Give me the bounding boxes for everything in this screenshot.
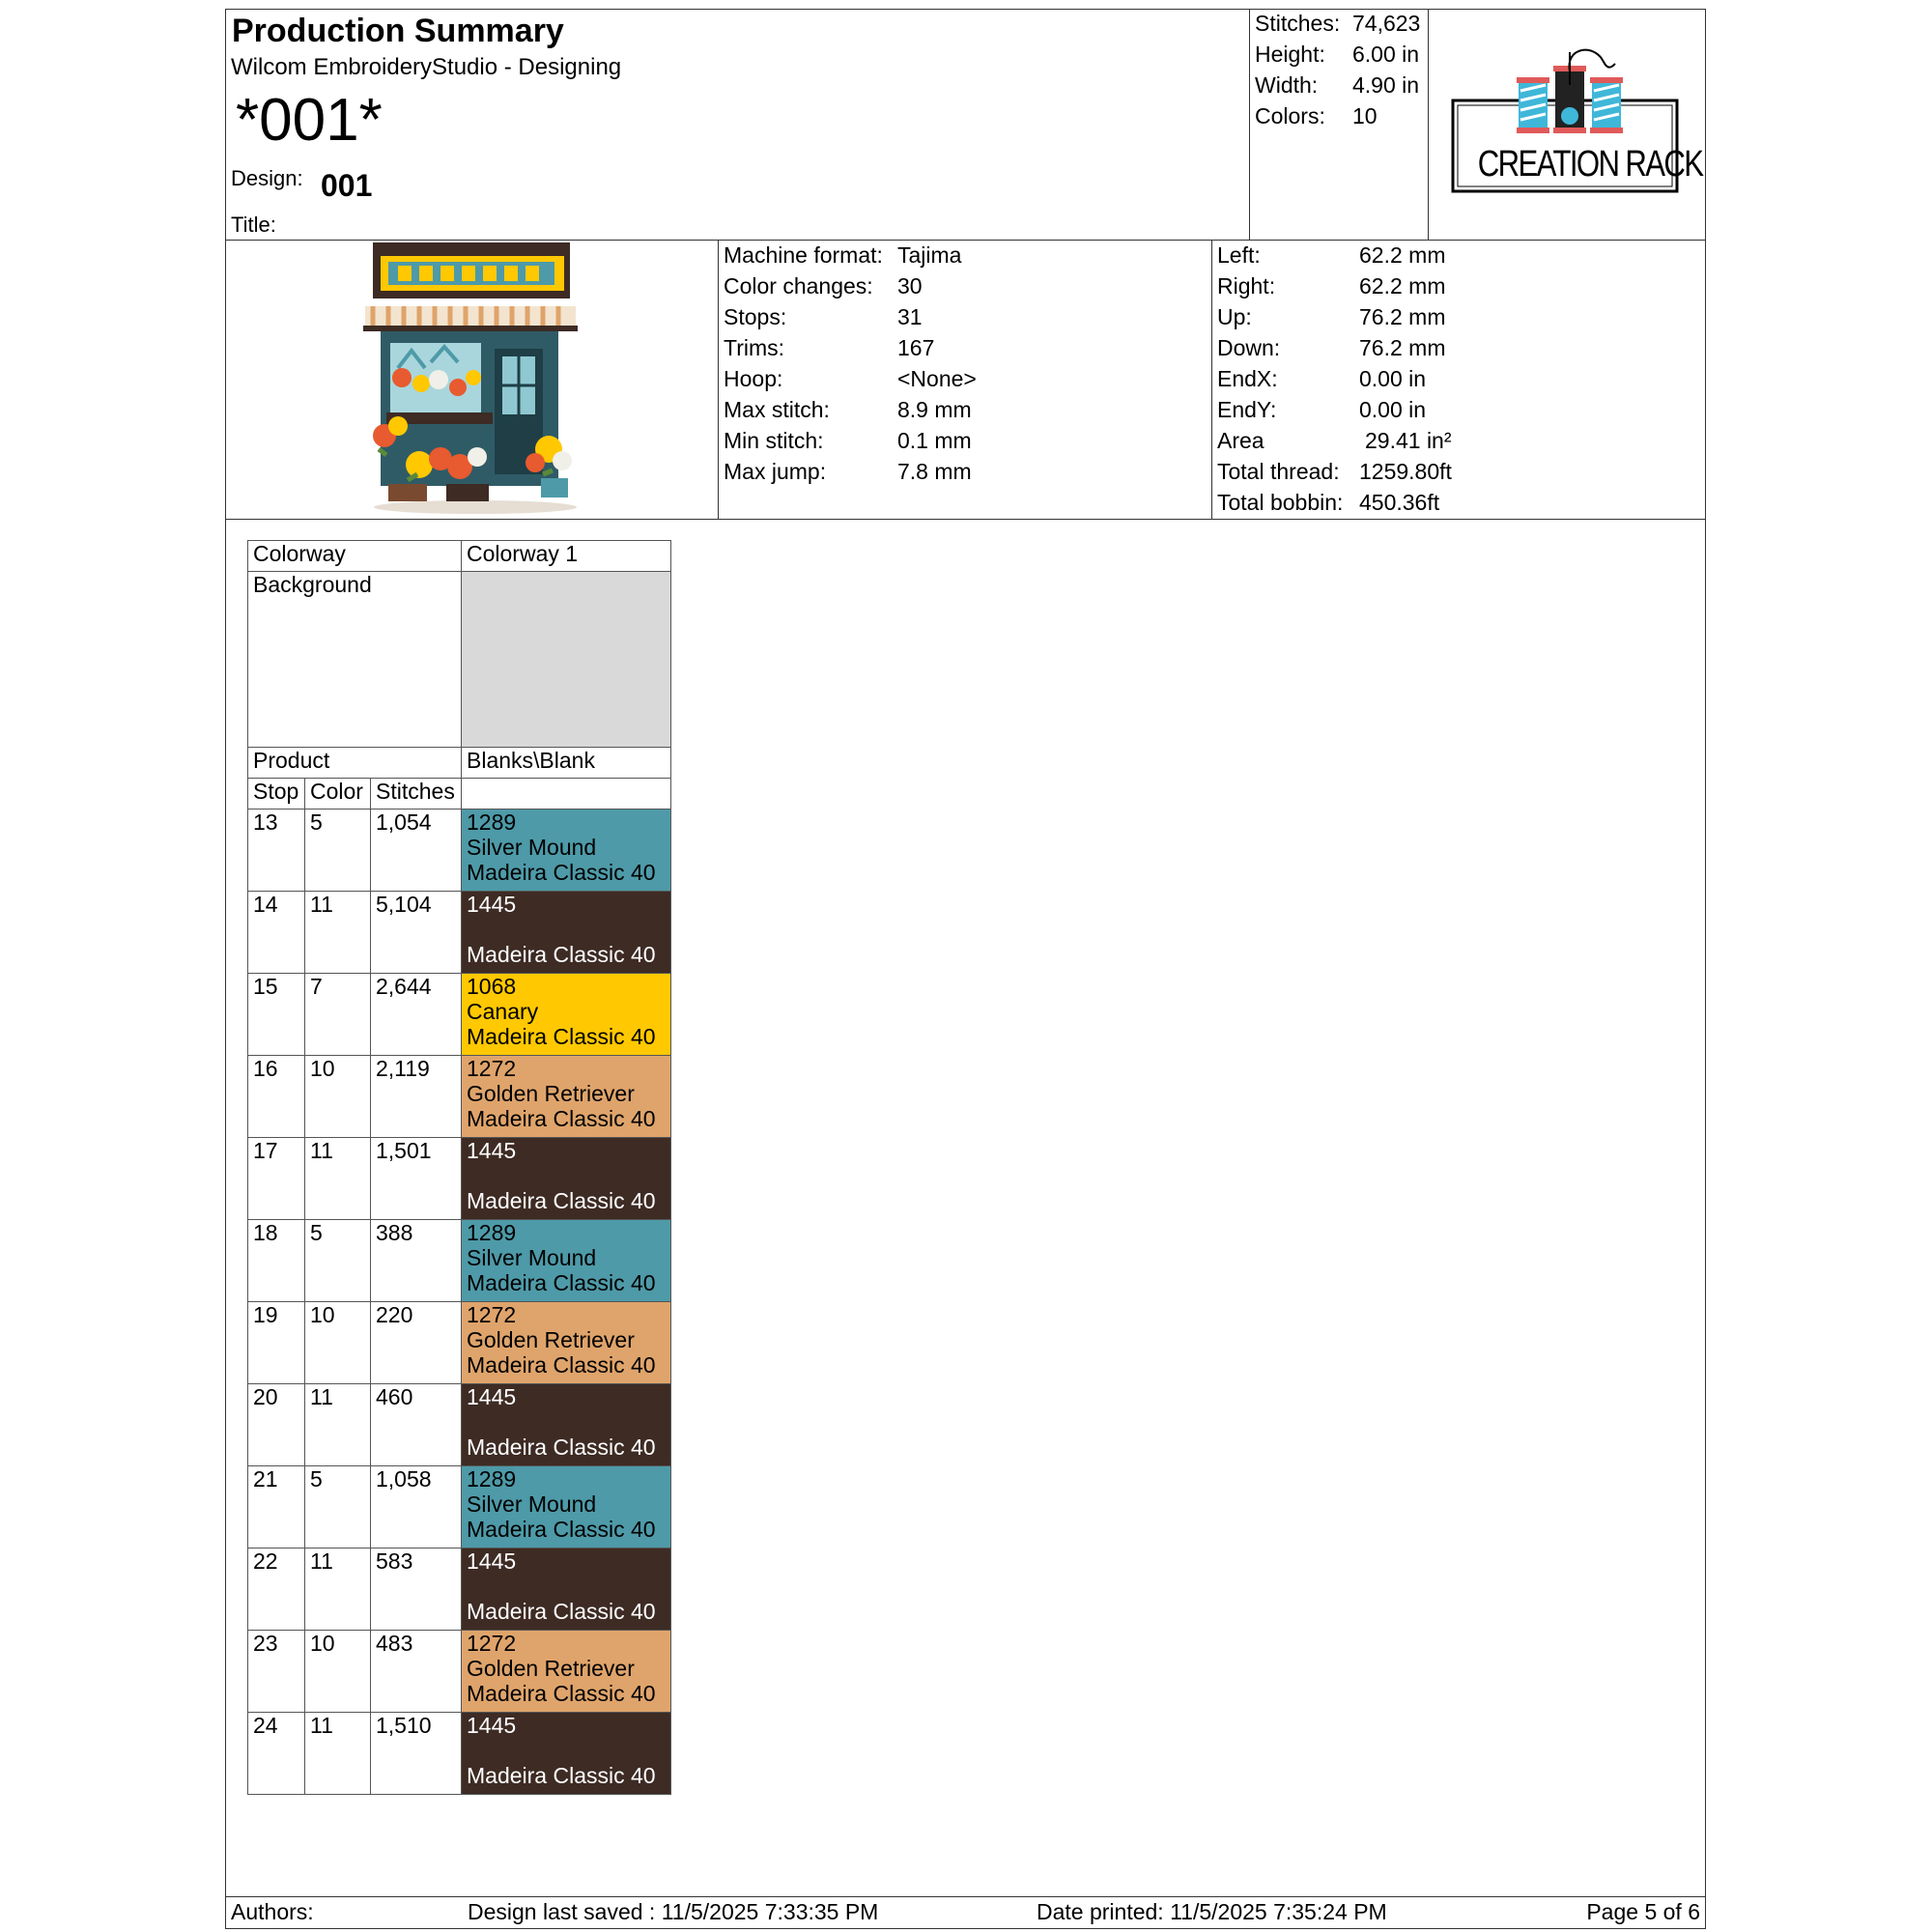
color-cell: 11 — [305, 892, 371, 974]
stitches-cell: 483 — [371, 1631, 462, 1713]
page-title: Production Summary — [232, 13, 564, 49]
table-row — [248, 1302, 671, 1384]
dim-label: EndY: — [1217, 397, 1277, 422]
thread-swatch — [462, 810, 671, 892]
color-cell: 11 — [305, 1384, 371, 1466]
stitches-cell: 583 — [371, 1548, 462, 1631]
thread-name: Silver Mound — [467, 1245, 597, 1270]
machine-value: 31 — [897, 304, 923, 329]
logo-text: CREATION RACK — [1477, 144, 1703, 185]
footer-authors: Authors: — [231, 1899, 314, 1924]
divider-stats — [1249, 9, 1250, 241]
dim-label: Area — [1217, 428, 1264, 453]
machine-value: 167 — [897, 335, 935, 360]
thread-name — [467, 1409, 666, 1435]
stitches-cell: 2,644 — [371, 974, 462, 1056]
colorway-label: Colorway — [248, 541, 462, 572]
stop-cell: 18 — [248, 1220, 305, 1302]
dim-value: 76.2 mm — [1359, 335, 1446, 360]
thread-code: 1289 — [467, 810, 517, 835]
thread-code: 1272 — [467, 1631, 517, 1656]
col-header-stop: Stop — [248, 779, 305, 810]
machine-value: 7.8 mm — [897, 459, 972, 484]
machine-value: <None> — [897, 366, 977, 391]
thread-thread: Madeira Classic 40 — [467, 1352, 656, 1378]
spool-icon — [1517, 77, 1549, 133]
stat-value: 74,623 — [1352, 11, 1421, 36]
stat-value: 10 — [1352, 103, 1378, 128]
design-label: Design: — [231, 166, 303, 190]
background-label: Background — [248, 572, 462, 748]
dim-value: 1259.80ft — [1359, 459, 1452, 484]
stop-cell: 17 — [248, 1138, 305, 1220]
thread-name: Golden Retriever — [467, 1081, 635, 1106]
thread-thread: Madeira Classic 40 — [467, 1517, 656, 1542]
thread-name: Silver Mound — [467, 1492, 597, 1517]
thread-swatch — [462, 1302, 671, 1384]
thread-code: 1289 — [467, 1220, 517, 1245]
thread-swatch — [462, 1713, 671, 1795]
stop-cell: 21 — [248, 1466, 305, 1548]
thread-name — [467, 1574, 666, 1599]
dim-label: Left: — [1217, 242, 1261, 268]
thread-name: Canary — [467, 999, 539, 1024]
thread-swatch — [462, 1466, 671, 1548]
thread-swatch — [462, 1220, 671, 1302]
thread-code: 1445 — [467, 1713, 517, 1738]
design-value: 001 — [321, 168, 373, 203]
machine-value: 0.1 mm — [897, 428, 972, 453]
stop-cell: 22 — [248, 1548, 305, 1631]
color-cell: 10 — [305, 1056, 371, 1138]
color-cell: 5 — [305, 1220, 371, 1302]
machine-label: Machine format: — [724, 242, 883, 268]
table-row — [248, 1138, 671, 1220]
footer-last-saved: Design last saved : 11/5/2025 7:33:35 PM — [468, 1899, 879, 1924]
thread-code: 1272 — [467, 1056, 517, 1081]
stop-cell: 14 — [248, 892, 305, 974]
footer-page-number: Page 5 of 6 — [1586, 1899, 1700, 1924]
stop-cell: 16 — [248, 1056, 305, 1138]
stitches-cell: 388 — [371, 1220, 462, 1302]
machine-value: 8.9 mm — [897, 397, 972, 422]
divider-logo — [1428, 9, 1429, 241]
dim-value: 450.36ft — [1359, 490, 1440, 515]
thread-name — [467, 917, 666, 942]
divider-machine — [1211, 240, 1212, 520]
stitches-cell: 1,501 — [371, 1138, 462, 1220]
dim-value: 62.2 mm — [1359, 242, 1446, 268]
thread-name: Golden Retriever — [467, 1656, 635, 1681]
dim-label: Down: — [1217, 335, 1281, 360]
dim-value: 29.41 in² — [1365, 428, 1452, 453]
divider-info — [225, 519, 1706, 520]
thread-swatch — [462, 1631, 671, 1713]
dim-value: 76.2 mm — [1359, 304, 1446, 329]
stitches-cell: 1,510 — [371, 1713, 462, 1795]
thread-thread: Madeira Classic 40 — [467, 1106, 656, 1131]
thread-swatch — [462, 1056, 671, 1138]
thread-swatch — [462, 1384, 671, 1466]
stitches-cell: 460 — [371, 1384, 462, 1466]
stat-value: 4.90 in — [1352, 72, 1420, 98]
thread-thread: Madeira Classic 40 — [467, 1681, 656, 1706]
colorway-table — [247, 540, 671, 1795]
divider-header — [225, 240, 1706, 241]
background-swatch — [462, 572, 671, 748]
dim-label: Up: — [1217, 304, 1252, 329]
dim-value: 0.00 in — [1359, 397, 1427, 422]
product-label: Product — [248, 748, 462, 779]
color-cell: 10 — [305, 1302, 371, 1384]
stitches-cell: 2,119 — [371, 1056, 462, 1138]
thread-swatch — [462, 1548, 671, 1631]
thread-rows — [248, 810, 671, 1795]
thread-thread: Madeira Classic 40 — [467, 1024, 656, 1049]
thread-code: 1068 — [467, 974, 517, 999]
table-row — [248, 974, 671, 1056]
table-row — [248, 1631, 671, 1713]
colorway-value: Colorway 1 — [462, 541, 671, 572]
dim-label: Right: — [1217, 273, 1276, 298]
table-row — [248, 810, 671, 892]
stop-cell: 23 — [248, 1631, 305, 1713]
table-row — [248, 1384, 671, 1466]
machine-label: Min stitch: — [724, 428, 824, 453]
thread-thread: Madeira Classic 40 — [467, 1599, 656, 1624]
footer-date-printed: Date printed: 11/5/2025 7:35:24 PM — [1037, 1899, 1387, 1924]
color-cell: 11 — [305, 1548, 371, 1631]
divider-footer — [225, 1896, 1706, 1897]
machine-value: Tajima — [897, 242, 962, 268]
thread-swatch — [462, 892, 671, 974]
dim-label: Total thread: — [1217, 459, 1340, 484]
stat-label: Height: — [1255, 42, 1325, 67]
stop-cell: 20 — [248, 1384, 305, 1466]
table-row — [248, 1548, 671, 1631]
machine-label: Color changes: — [724, 273, 873, 298]
color-cell: 5 — [305, 1466, 371, 1548]
thread-thread: Madeira Classic 40 — [467, 1435, 656, 1460]
color-cell: 10 — [305, 1631, 371, 1713]
table-row — [248, 892, 671, 974]
stop-cell: 15 — [248, 974, 305, 1056]
color-cell: 7 — [305, 974, 371, 1056]
thread-thread: Madeira Classic 40 — [467, 1763, 656, 1788]
thread-name: Golden Retriever — [467, 1327, 635, 1352]
title-label: Title: — [231, 213, 276, 237]
thread-code: 1445 — [467, 892, 517, 917]
thread-code: 1445 — [467, 1138, 517, 1163]
dim-value: 62.2 mm — [1359, 273, 1446, 298]
thread-thread: Madeira Classic 40 — [467, 1270, 656, 1295]
stop-cell: 19 — [248, 1302, 305, 1384]
machine-label: Stops: — [724, 304, 787, 329]
stitches-cell: 1,058 — [371, 1466, 462, 1548]
color-cell: 11 — [305, 1713, 371, 1795]
software-name: Wilcom EmbroideryStudio - Designing — [231, 54, 622, 80]
dim-label: EndX: — [1217, 366, 1278, 391]
thread-thread: Madeira Classic 40 — [467, 860, 656, 885]
thread-name — [467, 1738, 666, 1763]
stitches-cell: 220 — [371, 1302, 462, 1384]
color-cell: 11 — [305, 1138, 371, 1220]
spool-icon — [1590, 77, 1623, 133]
stitches-cell: 1,054 — [371, 810, 462, 892]
machine-label: Hoop: — [724, 366, 783, 391]
thread-name: Silver Mound — [467, 835, 597, 860]
col-header-thread — [462, 779, 671, 810]
creation-rack-logo — [1449, 43, 1703, 197]
table-row — [248, 1713, 671, 1795]
design-preview-image — [359, 242, 587, 515]
thread-code: 1272 — [467, 1302, 517, 1327]
stitches-cell: 5,104 — [371, 892, 462, 974]
col-header-stitches: Stitches — [371, 779, 462, 810]
table-row — [248, 1466, 671, 1548]
machine-label: Max stitch: — [724, 397, 830, 422]
thread-swatch — [462, 1138, 671, 1220]
machine-value: 30 — [897, 273, 923, 298]
divider-image — [718, 240, 719, 520]
table-row — [248, 1220, 671, 1302]
stat-label: Colors: — [1255, 103, 1325, 128]
col-header-color: Color — [305, 779, 371, 810]
thread-swatch — [462, 974, 671, 1056]
stop-cell: 13 — [248, 810, 305, 892]
thread-name — [467, 1163, 666, 1188]
thread-code: 1289 — [467, 1466, 517, 1492]
table-row — [248, 1056, 671, 1138]
product-value: Blanks\Blank — [462, 748, 671, 779]
dim-label: Total bobbin: — [1217, 490, 1344, 515]
stat-value: 6.00 in — [1352, 42, 1420, 67]
color-cell: 5 — [305, 810, 371, 892]
thread-thread: Madeira Classic 40 — [467, 942, 656, 967]
thread-code: 1445 — [467, 1384, 517, 1409]
dim-value: 0.00 in — [1359, 366, 1427, 391]
stop-cell: 24 — [248, 1713, 305, 1795]
machine-label: Trims: — [724, 335, 785, 360]
thread-thread: Madeira Classic 40 — [467, 1188, 656, 1213]
thread-code: 1445 — [467, 1548, 517, 1574]
barcode-text: *001* — [236, 87, 383, 154]
machine-label: Max jump: — [724, 459, 827, 484]
stat-label: Stitches: — [1255, 11, 1341, 36]
stat-label: Width: — [1255, 72, 1319, 98]
